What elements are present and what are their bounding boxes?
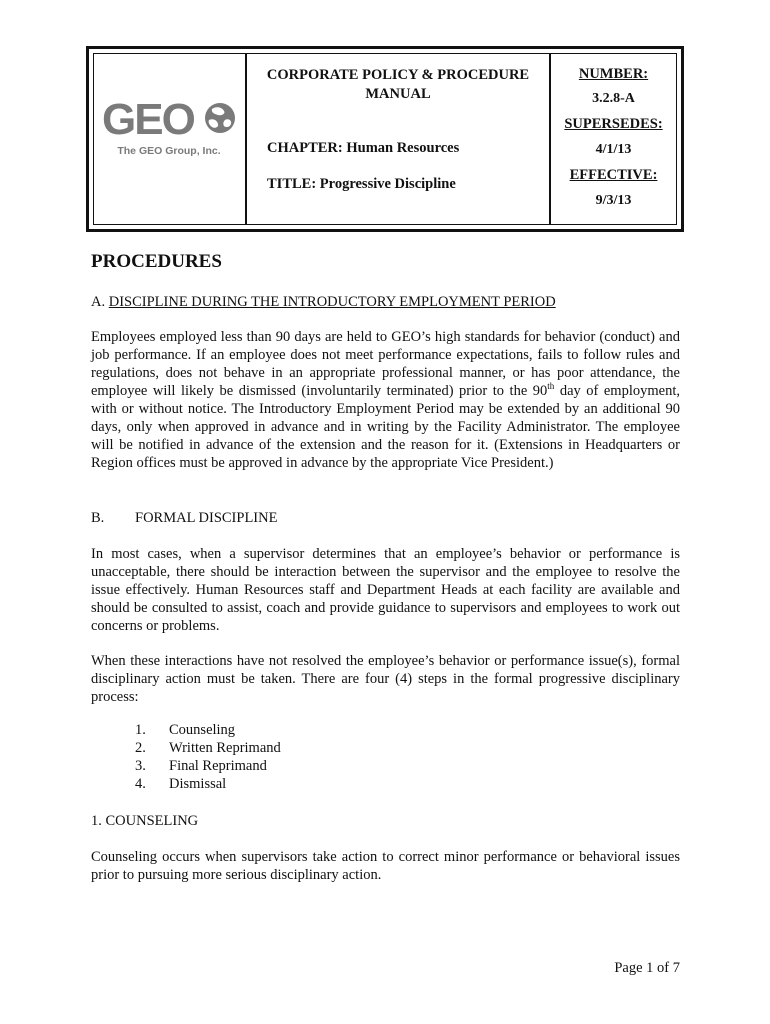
header-right-column	[551, 54, 676, 224]
section-a-paragraph	[91, 328, 680, 472]
list-item	[135, 775, 281, 793]
list-item-number: 3.	[135, 758, 146, 774]
counseling-heading: 1. COUNSELING	[91, 813, 199, 829]
header-inner-frame	[93, 53, 677, 225]
section-a-prefix: A.	[91, 294, 106, 310]
header-middle-column	[247, 54, 549, 224]
supersedes-label: SUPERSEDES:	[564, 116, 663, 132]
manual-title: CORPORATE POLICY & PROCEDURE MANUAL	[266, 67, 530, 102]
discipline-steps-list	[135, 721, 281, 793]
number-label: NUMBER:	[578, 66, 649, 82]
section-a-heading: DISCIPLINE DURING THE INTRODUCTORY EMPLOYMENT PERIOD	[108, 294, 556, 310]
section-b-prefix: B.	[91, 510, 105, 526]
list-item-label: Written Reprimand	[169, 740, 281, 756]
document-header	[86, 46, 684, 232]
superscript-th: th	[547, 381, 555, 392]
logo-subtitle: The GEO Group, Inc.	[117, 145, 221, 157]
list-item	[135, 757, 281, 775]
number-value: 3.2.8-A	[592, 91, 635, 106]
section-a-text-2: day of employment, with or without notice. The Introductory Employment Period may be extended by an additional 90 days, only when approved in advance and in writing by the Facility Administrator. The employee will be notified in advance of the extension and the reason for it. (Extensions in Headquarters or Region offices must be approved in advance by the appropriate Vice President.)	[91, 383, 680, 471]
page-number: Page 1 of 7	[614, 960, 680, 976]
section-a-text-1: Employees employed less than 90 days are held to GEO’s high standards for behavior (conduct) and job performance. If an employee does not meet performance expectations, fails to follow rules and regulations, does not behave in an appropriate professional manner, or has poor attendance, the employee will likely be dismissed (involuntarily terminated) prior to the 90	[91, 329, 680, 399]
list-item-number: 1.	[135, 722, 146, 738]
section-b-paragraph-2: When these interactions have not resolved the employee’s behavior or performance issue(s), formal disciplinary action must be taken. There are four (4) steps in the formal progressive disciplinary process:	[91, 653, 680, 705]
list-item-label: Counseling	[169, 722, 236, 738]
effective-label: EFFECTIVE:	[569, 167, 658, 183]
list-item	[135, 739, 281, 757]
list-item-number: 4.	[135, 776, 146, 792]
list-item-number: 2.	[135, 740, 146, 756]
effective-value: 9/3/13	[595, 193, 632, 208]
section-b-paragraph-1: In most cases, when a supervisor determines that an employee’s behavior or performance is unacceptable, there should be interaction between the supervisor and the employee to resolve the issue effectively. Human Resources staff and Department Heads at each facility are available and should be consulted to assist, coach and provide guidance to supervisors and employees to work out concerns or problems.	[91, 546, 680, 634]
list-item-label: Dismissal	[169, 776, 227, 792]
section-a-title	[91, 294, 556, 311]
globe-icon	[205, 103, 235, 133]
chapter-label: CHAPTER: Human Resources	[267, 140, 460, 156]
logo-wordmark: GEO	[102, 98, 194, 144]
list-item-label: Final Reprimand	[169, 758, 267, 774]
counseling-paragraph: Counseling occurs when supervisors take action to correct minor performance or behavioral issues prior to pursuing more serious disciplinary action.	[91, 849, 680, 883]
procedures-heading: PROCEDURES	[91, 251, 222, 272]
section-b-heading: FORMAL DISCIPLINE	[135, 510, 278, 526]
list-item	[135, 721, 281, 739]
title-label: TITLE: Progressive Discipline	[267, 176, 456, 192]
supersedes-value: 4/1/13	[595, 142, 632, 157]
